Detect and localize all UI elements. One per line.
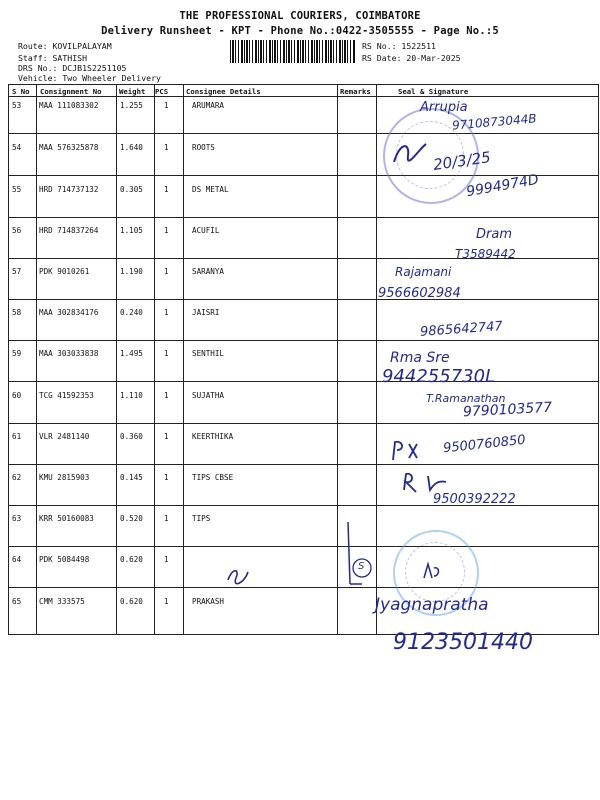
col-header-remarks: Remarks — [340, 87, 371, 96]
signature-name: T.Ramanathan — [426, 392, 506, 405]
col-header-consignment: Consignment No — [40, 87, 102, 96]
signature-phone: T3589442 — [455, 247, 516, 261]
signature-name: Jyagnapratha — [375, 595, 489, 615]
row-weight: 0.620 — [120, 555, 143, 564]
row-divider — [8, 423, 599, 424]
row-weight: 0.360 — [120, 432, 143, 441]
signature-phone: 9710873044B — [451, 111, 538, 133]
signature-phone: 9123501440 — [393, 630, 533, 655]
row-pcs: 1 — [164, 267, 169, 276]
row-divider — [8, 299, 599, 300]
row-sno: 55 — [12, 185, 22, 194]
row-weight: 0.620 — [120, 597, 143, 606]
signature-name: Dram — [476, 227, 512, 242]
row-consignee: TIPS CBSE — [192, 473, 234, 482]
col-divider — [36, 84, 37, 635]
row-consignee: TIPS — [192, 514, 211, 523]
signature-scribble-icon — [390, 138, 430, 168]
header-divider — [8, 96, 599, 97]
row-pcs: 1 — [164, 143, 169, 152]
row-consignee: DS METAL — [192, 185, 229, 194]
row-weight: 1.495 — [120, 349, 143, 358]
row-pcs: 1 — [164, 432, 169, 441]
row-pcs: 1 — [164, 226, 169, 235]
row-consignment: KMU 2815903 — [39, 473, 90, 482]
col-divider — [154, 84, 155, 635]
row-consignment: VLR 2481140 — [39, 432, 90, 441]
row-weight: 0.145 — [120, 473, 143, 482]
row-consignee: PRAKASH — [192, 597, 225, 606]
row-consignment: TCG 41592353 — [39, 391, 94, 400]
row-divider — [8, 340, 599, 341]
signature-name: Rajamani — [395, 265, 452, 279]
row-divider — [8, 464, 599, 465]
row-sno: 60 — [12, 391, 22, 400]
col-header-consignee: Consignee Details — [186, 87, 261, 96]
signature-phone: 9566602984 — [378, 286, 461, 301]
row-pcs: 1 — [164, 514, 169, 523]
signature-phone: 9500760850 — [442, 432, 527, 457]
rs-date: RS Date: 20-Mar-2025 — [362, 53, 461, 63]
col-header-sno: S No — [12, 87, 30, 96]
vehicle-label: Vehicle: Two Wheeler Delivery — [18, 73, 161, 83]
row-consignment: PDK 9010261 — [39, 267, 90, 276]
row-sno: 54 — [12, 143, 22, 152]
row-consignment: KRR 50160083 — [39, 514, 94, 523]
row-consignment: MAA 576325878 — [39, 143, 99, 152]
signature-phone: 9865642747 — [419, 319, 504, 340]
row-divider — [8, 381, 599, 382]
row-weight: 1.105 — [120, 226, 143, 235]
row-divider — [8, 546, 599, 547]
row-consignee: ACUFIL — [192, 226, 220, 235]
row-weight: 0.240 — [120, 308, 143, 317]
col-header-weight: Weight — [119, 87, 146, 96]
signature-scribble-icon — [418, 560, 448, 584]
row-sno: 65 — [12, 597, 22, 606]
row-weight: 0.305 — [120, 185, 143, 194]
row-pcs: 1 — [164, 185, 169, 194]
col-divider — [376, 84, 377, 635]
signature-date: 20/3/25 — [432, 148, 492, 174]
remark-note: S — [358, 561, 365, 572]
col-divider — [183, 84, 184, 635]
remark-bracket-icon — [338, 518, 376, 590]
row-sno: 57 — [12, 267, 22, 276]
col-divider — [116, 84, 117, 635]
row-sno: 56 — [12, 226, 22, 235]
staff-label: Staff: SATHISH — [18, 53, 88, 63]
signature-phone: 944255730L — [382, 366, 496, 387]
drs-number: DRS No.: DCJB1S2251105 — [18, 63, 127, 73]
row-consignee: KEERTHIKA — [192, 432, 234, 441]
signature-name: Arrupia — [420, 100, 468, 115]
row-divider — [8, 217, 599, 218]
row-sno: 61 — [12, 432, 22, 441]
row-weight: 0.520 — [120, 514, 143, 523]
row-pcs: 1 — [164, 473, 169, 482]
col-header-pcs: PCS — [155, 87, 169, 96]
barcode-icon — [230, 40, 356, 63]
row-pcs: 1 — [164, 555, 169, 564]
row-consignee: ARUMARA — [192, 101, 225, 110]
row-consignment: HRD 714837264 — [39, 226, 99, 235]
row-sno: 62 — [12, 473, 22, 482]
row-sno: 64 — [12, 555, 22, 564]
row-divider — [8, 587, 599, 588]
row-weight: 1.110 — [120, 391, 143, 400]
row-sno: 58 — [12, 308, 22, 317]
route-label: Route: KOVILPALAYAM — [18, 41, 112, 51]
row-consignee: SUJATHA — [192, 391, 225, 400]
runsheet-table — [8, 84, 599, 635]
signature-phone: 9790103577 — [462, 399, 553, 421]
row-consignment: MAA 303033838 — [39, 349, 99, 358]
row-pcs: 1 — [164, 349, 169, 358]
row-consignment: HRD 714737132 — [39, 185, 99, 194]
row-weight: 1.255 — [120, 101, 143, 110]
row-sno: 59 — [12, 349, 22, 358]
rs-number: RS No.: 1522511 — [362, 41, 436, 51]
signature-name: Rma Sre — [390, 350, 450, 366]
row-sno: 53 — [12, 101, 22, 110]
company-title: THE PROFESSIONAL COURIERS, COIMBATORE — [179, 10, 421, 22]
row-pcs: 1 — [164, 308, 169, 317]
row-divider — [8, 133, 599, 134]
row-weight: 1.190 — [120, 267, 143, 276]
row-weight: 1.640 — [120, 143, 143, 152]
row-consignment: MAA 111083302 — [39, 101, 99, 110]
runsheet-subtitle: Delivery Runsheet - KPT - Phone No.:0422-3505555 - Page No.:5 — [101, 25, 499, 37]
signature-scribble-icon — [389, 438, 439, 466]
row-consignment: MAA 302834176 — [39, 308, 99, 317]
signature-phone: 9994974D — [465, 171, 540, 201]
row-pcs: 1 — [164, 391, 169, 400]
row-consignee: ROOTS — [192, 143, 215, 152]
row-consignment: CMM 333575 — [39, 597, 85, 606]
row-consignee: SENTHIL — [192, 349, 225, 358]
row-pcs: 1 — [164, 597, 169, 606]
signature-scribble-icon — [224, 564, 252, 586]
row-consignee: JAISRI — [192, 308, 220, 317]
col-header-signature: Seal & Signature — [398, 87, 469, 96]
row-sno: 63 — [12, 514, 22, 523]
row-pcs: 1 — [164, 101, 169, 110]
row-consignment: PDK 5084498 — [39, 555, 90, 564]
signature-phone: 9500392222 — [433, 492, 516, 507]
row-consignee: SARANYA — [192, 267, 225, 276]
